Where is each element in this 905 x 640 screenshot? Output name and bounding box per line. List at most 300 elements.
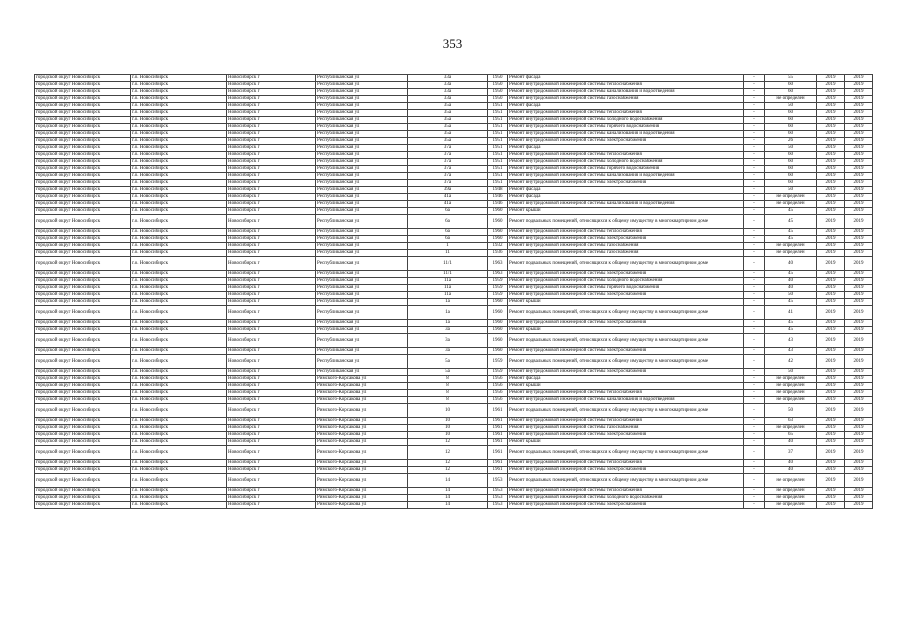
street-cell: Республиканская ул	[316, 271, 408, 278]
year-cell: 1950	[488, 96, 508, 103]
value-cell: не определен	[765, 474, 817, 488]
district-cell: г.о. Новосибирск	[131, 299, 227, 306]
city-cell: Новосибирск г	[227, 397, 316, 404]
dash-cell: -	[744, 495, 765, 502]
start-year-cell: 2019	[817, 474, 845, 488]
street-cell: Римского-Корсакова ул	[316, 376, 408, 383]
city-cell: Новосибирск г	[227, 355, 316, 369]
city-cell: Новосибирск г	[227, 194, 316, 201]
district-cell: г.о. Новосибирск	[131, 278, 227, 285]
municipality-cell: городской округ Новосибирск	[35, 75, 131, 82]
street-cell: Республиканская ул	[316, 96, 408, 103]
house-cell: 8	[408, 397, 488, 404]
city-cell: Новосибирск г	[227, 138, 316, 145]
municipality-cell: городской округ Новосибирск	[35, 418, 131, 425]
start-year-cell: 2019	[817, 124, 845, 131]
district-cell: г.о. Новосибирск	[131, 152, 227, 159]
year-cell: 1951	[488, 159, 508, 166]
municipality-cell: городской округ Новосибирск	[35, 166, 131, 173]
dash-cell: -	[744, 285, 765, 292]
dash-cell: -	[744, 502, 765, 509]
table-row	[35, 446, 873, 460]
end-year-cell: 2019	[845, 117, 873, 124]
work-type-cell: Ремонт внутридомовой инженерной системы газоснабжения	[508, 96, 744, 103]
district-cell: г.о. Новосибирск	[131, 474, 227, 488]
work-type-cell: Ремонт внутридомовой инженерной системы теплоснабжения	[508, 152, 744, 159]
work-type-cell: Ремонт подвальных помещений, относящихся к общему имуществу в многоквартирном доме	[508, 355, 744, 369]
end-year-cell: 2019	[845, 236, 873, 243]
house-cell: 12	[408, 446, 488, 460]
work-type-cell: Ремонт внутридомовой инженерной системы электроснабжения	[508, 292, 744, 299]
house-cell: 10	[408, 418, 488, 425]
end-year-cell: 2019	[845, 180, 873, 187]
district-cell: г.о. Новосибирск	[131, 89, 227, 96]
start-year-cell: 2019	[817, 173, 845, 180]
end-year-cell: 2019	[845, 159, 873, 166]
street-cell: Римского-Корсакова ул	[316, 439, 408, 446]
work-type-cell: Ремонт внутридомовой инженерной системы теплоснабжения	[508, 418, 744, 425]
street-cell: Республиканская ул	[316, 243, 408, 250]
house-cell: 41а	[408, 201, 488, 208]
district-cell: г.о. Новосибирск	[131, 348, 227, 355]
end-year-cell: 2019	[845, 397, 873, 404]
street-cell: Республиканская ул	[316, 75, 408, 82]
year-cell: 1960	[488, 327, 508, 334]
end-year-cell: 2019	[845, 320, 873, 327]
table-row	[35, 418, 873, 425]
district-cell: г.о. Новосибирск	[131, 306, 227, 320]
work-type-cell: Ремонт внутридомовой инженерной системы электроснабжения	[508, 138, 744, 145]
city-cell: Новосибирск г	[227, 348, 316, 355]
dash-cell: -	[744, 327, 765, 334]
table-row	[35, 502, 873, 509]
city-cell: Новосибирск г	[227, 320, 316, 327]
value-cell: 50	[765, 187, 817, 194]
city-cell: Новосибирск г	[227, 187, 316, 194]
city-cell: Новосибирск г	[227, 376, 316, 383]
end-year-cell: 2019	[845, 446, 873, 460]
year-cell: 1948	[488, 187, 508, 194]
start-year-cell: 2019	[817, 383, 845, 390]
start-year-cell: 2019	[817, 187, 845, 194]
city-cell: Новосибирск г	[227, 236, 316, 243]
work-type-cell: Ремонт внутридомовой инженерной системы горячего водоснабжения	[508, 166, 744, 173]
municipality-cell: городской округ Новосибирск	[35, 201, 131, 208]
year-cell: 1960	[488, 229, 508, 236]
municipality-cell: городской округ Новосибирск	[35, 348, 131, 355]
start-year-cell: 2019	[817, 82, 845, 89]
city-cell: Новосибирск г	[227, 166, 316, 173]
district-cell: г.о. Новосибирск	[131, 229, 227, 236]
dash-cell: -	[744, 243, 765, 250]
work-type-cell: Ремонт подвальных помещений, относящихся к общему имуществу в многоквартирном доме	[508, 334, 744, 348]
table-row	[35, 103, 873, 110]
dash-cell: -	[744, 425, 765, 432]
city-cell: Новосибирск г	[227, 327, 316, 334]
city-cell: Новосибирск г	[227, 271, 316, 278]
table-row	[35, 243, 873, 250]
dash-cell: -	[744, 215, 765, 229]
end-year-cell: 2019	[845, 355, 873, 369]
district-cell: г.о. Новосибирск	[131, 201, 227, 208]
start-year-cell: 2019	[817, 166, 845, 173]
start-year-cell: 2019	[817, 299, 845, 306]
work-type-cell: Ремонт внутридомовой инженерной системы газоснабжения	[508, 243, 744, 250]
house-cell: 37а	[408, 166, 488, 173]
district-cell: г.о. Новосибирск	[131, 271, 227, 278]
work-type-cell: Ремонт фасада	[508, 75, 744, 82]
dash-cell: -	[744, 257, 765, 271]
district-cell: г.о. Новосибирск	[131, 502, 227, 509]
table-row	[35, 271, 873, 278]
start-year-cell: 2019	[817, 320, 845, 327]
district-cell: г.о. Новосибирск	[131, 439, 227, 446]
value-cell: не определен	[765, 397, 817, 404]
house-cell: 14	[408, 488, 488, 495]
start-year-cell: 2019	[817, 117, 845, 124]
year-cell: 1951	[488, 173, 508, 180]
end-year-cell: 2019	[845, 96, 873, 103]
table-row	[35, 439, 873, 446]
dash-cell: -	[744, 355, 765, 369]
house-cell: 3а	[408, 334, 488, 348]
street-cell: Римского-Корсакова ул	[316, 495, 408, 502]
district-cell: г.о. Новосибирск	[131, 257, 227, 271]
start-year-cell: 2019	[817, 75, 845, 82]
work-type-cell: Ремонт фасада	[508, 145, 744, 152]
street-cell: Республиканская ул	[316, 159, 408, 166]
house-cell: 10	[408, 432, 488, 439]
value-cell: 50	[765, 369, 817, 376]
street-cell: Республиканская ул	[316, 201, 408, 208]
street-cell: Республиканская ул	[316, 152, 408, 159]
start-year-cell: 2019	[817, 404, 845, 418]
street-cell: Римского-Корсакова ул	[316, 460, 408, 467]
city-cell: Новосибирск г	[227, 250, 316, 257]
dash-cell: -	[744, 460, 765, 467]
house-cell: 1	[408, 243, 488, 250]
city-cell: Новосибирск г	[227, 474, 316, 488]
work-type-cell: Ремонт внутридомовой инженерной системы электроснабжения	[508, 432, 744, 439]
value-cell: не определен	[765, 495, 817, 502]
table-row	[35, 432, 873, 439]
start-year-cell: 2019	[817, 495, 845, 502]
district-cell: г.о. Новосибирск	[131, 194, 227, 201]
end-year-cell: 2019	[845, 271, 873, 278]
table-row	[35, 250, 873, 257]
dash-cell: -	[744, 173, 765, 180]
start-year-cell: 2019	[817, 236, 845, 243]
work-type-cell: Ремонт внутридомовой инженерной системы газоснабжения	[508, 250, 744, 257]
end-year-cell: 2019	[845, 285, 873, 292]
municipality-cell: городской округ Новосибирск	[35, 383, 131, 390]
value-cell: 60	[765, 131, 817, 138]
dash-cell: -	[744, 439, 765, 446]
end-year-cell: 2019	[845, 425, 873, 432]
work-type-cell: Ремонт внутридомовой инженерной системы канализования и водоотведения	[508, 201, 744, 208]
table-row	[35, 397, 873, 404]
city-cell: Новосибирск г	[227, 488, 316, 495]
year-cell: 1953	[488, 502, 508, 509]
house-cell: 37а	[408, 180, 488, 187]
municipality-cell: городской округ Новосибирск	[35, 299, 131, 306]
dash-cell: -	[744, 397, 765, 404]
value-cell: 43	[765, 348, 817, 355]
district-cell: г.о. Новосибирск	[131, 397, 227, 404]
work-type-cell: Ремонт внутридомовой инженерной системы теплоснабжения	[508, 460, 744, 467]
municipality-cell: городской округ Новосибирск	[35, 474, 131, 488]
street-cell: Республиканская ул	[316, 208, 408, 215]
value-cell: 37	[765, 446, 817, 460]
value-cell: 60	[765, 159, 817, 166]
year-cell: 1956	[488, 390, 508, 397]
year-cell: 1959	[488, 369, 508, 376]
table-row	[35, 180, 873, 187]
municipality-cell: городской округ Новосибирск	[35, 376, 131, 383]
dash-cell: -	[744, 390, 765, 397]
end-year-cell: 2019	[845, 194, 873, 201]
table-row	[35, 110, 873, 117]
value-cell: 63	[765, 418, 817, 425]
work-type-cell: Ремонт внутридомовой инженерной системы канализования и водоотведения	[508, 173, 744, 180]
work-type-cell: Ремонт внутридомовой инженерной системы газоснабжения	[508, 425, 744, 432]
street-cell: Республиканская ул	[316, 173, 408, 180]
house-cell: 5а	[408, 369, 488, 376]
street-cell: Республиканская ул	[316, 124, 408, 131]
municipality-cell: городской округ Новосибирск	[35, 257, 131, 271]
work-type-cell: Ремонт внутридомовой инженерной системы электроснабжения	[508, 348, 744, 355]
municipality-cell: городской округ Новосибирск	[35, 446, 131, 460]
work-type-cell: Ремонт внутридомовой инженерной системы теплоснабжения	[508, 110, 744, 117]
year-cell: 1951	[488, 110, 508, 117]
value-cell: не определен	[765, 243, 817, 250]
city-cell: Новосибирск г	[227, 89, 316, 96]
street-cell: Республиканская ул	[316, 117, 408, 124]
end-year-cell: 2019	[845, 292, 873, 299]
district-cell: г.о. Новосибирск	[131, 376, 227, 383]
house-cell: 8	[408, 390, 488, 397]
value-cell: 45	[765, 215, 817, 229]
dash-cell: -	[744, 292, 765, 299]
start-year-cell: 2019	[817, 110, 845, 117]
municipality-cell: городской округ Новосибирск	[35, 215, 131, 229]
house-cell: 39а	[408, 187, 488, 194]
district-cell: г.о. Новосибирск	[131, 334, 227, 348]
start-year-cell: 2019	[817, 103, 845, 110]
city-cell: Новосибирск г	[227, 152, 316, 159]
start-year-cell: 2019	[817, 201, 845, 208]
year-cell: 1963	[488, 257, 508, 271]
year-cell: 1959	[488, 278, 508, 285]
district-cell: г.о. Новосибирск	[131, 236, 227, 243]
city-cell: Новосибирск г	[227, 369, 316, 376]
municipality-cell: городской округ Новосибирск	[35, 103, 131, 110]
dash-cell: -	[744, 103, 765, 110]
street-cell: Республиканская ул	[316, 278, 408, 285]
end-year-cell: 2019	[845, 103, 873, 110]
house-cell: 11а	[408, 278, 488, 285]
table-row	[35, 131, 873, 138]
dash-cell: -	[744, 89, 765, 96]
end-year-cell: 2019	[845, 488, 873, 495]
table-row	[35, 488, 873, 495]
start-year-cell: 2019	[817, 145, 845, 152]
city-cell: Новосибирск г	[227, 173, 316, 180]
street-cell: Республиканская ул	[316, 348, 408, 355]
house-cell: 35а	[408, 117, 488, 124]
municipality-cell: городской округ Новосибирск	[35, 467, 131, 474]
street-cell: Республиканская ул	[316, 355, 408, 369]
table-row	[35, 215, 873, 229]
municipality-cell: городской округ Новосибирск	[35, 194, 131, 201]
work-type-cell: Ремонт внутридомовой инженерной системы холодного водоснабжения	[508, 278, 744, 285]
street-cell: Республиканская ул	[316, 236, 408, 243]
start-year-cell: 2019	[817, 432, 845, 439]
start-year-cell: 2019	[817, 425, 845, 432]
end-year-cell: 2019	[845, 439, 873, 446]
value-cell: 55	[765, 75, 817, 82]
end-year-cell: 2019	[845, 131, 873, 138]
end-year-cell: 2019	[845, 187, 873, 194]
table-row	[35, 425, 873, 432]
house-cell: 37а	[408, 173, 488, 180]
work-type-cell: Ремонт внутридомовой инженерной системы холодного водоснабжения	[508, 495, 744, 502]
value-cell: 41	[765, 306, 817, 320]
dash-cell: -	[744, 369, 765, 376]
dash-cell: -	[744, 432, 765, 439]
street-cell: Республиканская ул	[316, 250, 408, 257]
district-cell: г.о. Новосибирск	[131, 180, 227, 187]
municipality-cell: городской округ Новосибирск	[35, 502, 131, 509]
district-cell: г.о. Новосибирск	[131, 82, 227, 89]
year-cell: 1961	[488, 418, 508, 425]
start-year-cell: 2019	[817, 439, 845, 446]
year-cell: 1960	[488, 299, 508, 306]
work-type-cell: Ремонт подвальных помещений, относящихся к общему имуществу в многоквартирном доме	[508, 257, 744, 271]
table-row	[35, 376, 873, 383]
end-year-cell: 2019	[845, 432, 873, 439]
municipality-cell: городской округ Новосибирск	[35, 390, 131, 397]
dash-cell: -	[744, 488, 765, 495]
street-cell: Республиканская ул	[316, 369, 408, 376]
start-year-cell: 2019	[817, 138, 845, 145]
start-year-cell: 2019	[817, 229, 845, 236]
end-year-cell: 2019	[845, 89, 873, 96]
table-body	[35, 75, 873, 509]
district-cell: г.о. Новосибирск	[131, 355, 227, 369]
work-type-cell: Ремонт крыши	[508, 327, 744, 334]
table-row	[35, 75, 873, 82]
table-row	[35, 278, 873, 285]
table-row	[35, 82, 873, 89]
house-cell: 1а	[408, 306, 488, 320]
end-year-cell: 2019	[845, 110, 873, 117]
table-row	[35, 292, 873, 299]
start-year-cell: 2019	[817, 488, 845, 495]
dash-cell: -	[744, 201, 765, 208]
municipality-cell: городской округ Новосибирск	[35, 355, 131, 369]
municipality-cell: городской округ Новосибирск	[35, 180, 131, 187]
value-cell: 65	[765, 432, 817, 439]
dash-cell: -	[744, 250, 765, 257]
district-cell: г.о. Новосибирск	[131, 159, 227, 166]
district-cell: г.о. Новосибирск	[131, 131, 227, 138]
city-cell: Новосибирск г	[227, 292, 316, 299]
dash-cell: -	[744, 229, 765, 236]
dash-cell: -	[744, 467, 765, 474]
table-row	[35, 208, 873, 215]
value-cell: 45	[765, 299, 817, 306]
value-cell: 50	[765, 103, 817, 110]
municipality-cell: городской округ Новосибирск	[35, 124, 131, 131]
dash-cell: -	[744, 166, 765, 173]
table-row	[35, 187, 873, 194]
year-cell: 1961	[488, 439, 508, 446]
dash-cell: -	[744, 187, 765, 194]
municipality-cell: городской округ Новосибирск	[35, 229, 131, 236]
value-cell: 45	[765, 271, 817, 278]
municipality-cell: городской округ Новосибирск	[35, 173, 131, 180]
year-cell: 1961	[488, 467, 508, 474]
city-cell: Новосибирск г	[227, 124, 316, 131]
district-cell: г.о. Новосибирск	[131, 418, 227, 425]
street-cell: Римского-Корсакова ул	[316, 432, 408, 439]
municipality-cell: городской округ Новосибирск	[35, 292, 131, 299]
city-cell: Новосибирск г	[227, 159, 316, 166]
table-row	[35, 334, 873, 348]
table-row	[35, 194, 873, 201]
end-year-cell: 2019	[845, 201, 873, 208]
house-cell: 11а	[408, 292, 488, 299]
municipality-cell: городской округ Новосибирск	[35, 495, 131, 502]
city-cell: Новосибирск г	[227, 201, 316, 208]
work-type-cell: Ремонт подвальных помещений, относящихся к общему имуществу в многоквартирном доме	[508, 215, 744, 229]
city-cell: Новосибирск г	[227, 460, 316, 467]
district-cell: г.о. Новосибирск	[131, 250, 227, 257]
end-year-cell: 2019	[845, 215, 873, 229]
house-cell: 11а	[408, 285, 488, 292]
municipality-cell: городской округ Новосибирск	[35, 89, 131, 96]
street-cell: Республиканская ул	[316, 138, 408, 145]
house-cell: 3а	[408, 327, 488, 334]
table-row	[35, 327, 873, 334]
value-cell: 60	[765, 124, 817, 131]
value-cell: 45	[765, 236, 817, 243]
dash-cell: -	[744, 180, 765, 187]
street-cell: Республиканская ул	[316, 299, 408, 306]
dash-cell: -	[744, 145, 765, 152]
table-row	[35, 124, 873, 131]
end-year-cell: 2019	[845, 404, 873, 418]
end-year-cell: 2019	[845, 257, 873, 271]
district-cell: г.о. Новосибирск	[131, 488, 227, 495]
municipality-cell: городской округ Новосибирск	[35, 208, 131, 215]
end-year-cell: 2019	[845, 460, 873, 467]
work-type-cell: Ремонт подвальных помещений, относящихся к общему имуществу в многоквартирном доме	[508, 474, 744, 488]
table-row	[35, 152, 873, 159]
year-cell: 1951	[488, 117, 508, 124]
municipality-cell: городской округ Новосибирск	[35, 145, 131, 152]
value-cell: не определен	[765, 250, 817, 257]
municipality-cell: городской округ Новосибирск	[35, 278, 131, 285]
end-year-cell: 2019	[845, 208, 873, 215]
work-type-cell: Ремонт подвальных помещений, относящихся к общему имуществу в многоквартирном доме	[508, 446, 744, 460]
house-cell: 33а	[408, 82, 488, 89]
municipality-cell: городской округ Новосибирск	[35, 460, 131, 467]
house-cell: 6а	[408, 208, 488, 215]
municipality-cell: городской округ Новосибирск	[35, 488, 131, 495]
house-cell: 8	[408, 376, 488, 383]
